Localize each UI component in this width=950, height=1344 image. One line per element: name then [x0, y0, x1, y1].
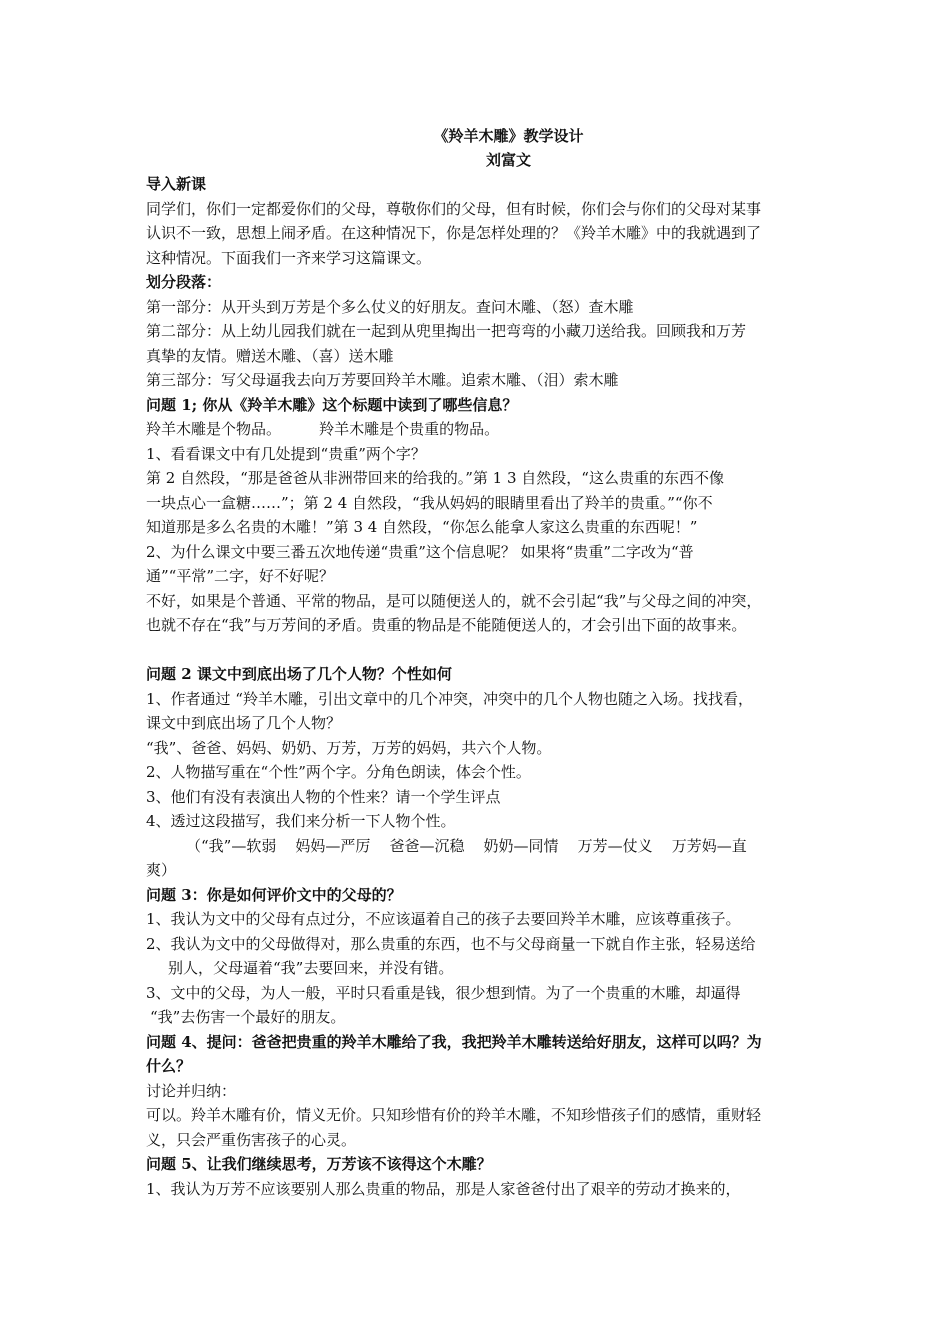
text-line: “我”、爸爸、妈妈、奶奶、万芳，万芳的妈妈，共六个人物。: [146, 738, 552, 757]
text-line: 第二部分：从上幼儿园我们就在一起到从兜里掏出一把弯弯的小藏刀送给我。回顾我和万芳: [146, 322, 747, 340]
blank-line: [146, 638, 821, 663]
section-heading: 什么？: [146, 1057, 192, 1075]
text-line: 爽）: [146, 861, 177, 879]
section-heading: 问题 5、让我们继续思考，万芳该不该得这个木雕？: [146, 1155, 492, 1173]
text-line: 第一部分：从开头到万芳是个多么仗义的好朋友。查问木雕、（怒）查木雕: [146, 297, 634, 316]
text-line: 不好，如果是个普通、平常的物品，是可以随便送人的，就不会引起“我”与父母之间的冲突，: [146, 591, 762, 610]
section-heading: 划分段落：: [146, 273, 222, 291]
text-line: 2、人物描写重在“个性”两个字。分角色朗读，体会个性。: [146, 763, 531, 781]
text-line: 3、他们有没有表演出人物的个性来？请一个学生评点: [146, 787, 501, 806]
text-line: 真挚的友情。赠送木雕、（喜）送木雕: [146, 346, 394, 365]
document-author: 刘富文: [485, 151, 531, 169]
text-line: 羚羊木雕是个物品。 羚羊木雕是个贵重的物品。: [146, 420, 500, 438]
text-line: 1、我认为万芳不应该要别人那么贵重的物品，那是人家爸爸付出了艰辛的劳动才换来的，: [146, 1179, 741, 1198]
text-line: 第 2 自然段，“那是爸爸从非洲带回来的给我的。”第 1 3 自然段，“这么贵重的东西不像: [146, 469, 724, 487]
text-line: 也就不存在“我”与万芳间的矛盾。贵重的物品是不能随便送人的，才会引出下面的故事来。: [146, 616, 747, 634]
text-line: 这种情况。下面我们一齐来学习这篇课文。: [146, 248, 432, 267]
document-body: [146, 124, 821, 1201]
text-line: 第三部分：写父母逼我去向万芳要回羚羊木雕。追索木雕、（泪）索木雕: [146, 371, 619, 389]
text-line: 2、为什么课文中要三番五次地传递“贵重”这个信息呢？ 如果将“贵重”二字改为“普: [146, 542, 694, 561]
text-line: 别人，父母逼着“我”去要回来，并没有错。: [168, 959, 454, 977]
text-line: 讨论并归纳：: [146, 1081, 237, 1100]
text-line: 2、我认为文中的父母做得对，那么贵重的东西，也不与父母商量一下就自作主张，轻易送给: [146, 934, 756, 953]
text-line: （“我”—软弱 妈妈—严厉 爸爸—沉稳 奶奶—同情 万芳—仗义 万芳妈—直: [186, 836, 747, 855]
text-line: 4、透过这段描写，我们来分析一下人物个性。: [146, 812, 456, 830]
text-line: 1、作者通过 “羚羊木雕，引出文章中的几个冲突，冲突中的几个人物也随之入场。找找看，: [146, 689, 753, 708]
text-line: 1、我认为文中的父母有点过分，不应该逼着自己的孩子去要回羚羊木雕，应该尊重孩子。: [146, 910, 741, 928]
section-heading: 问题 3：你是如何评价文中的父母的？: [146, 885, 402, 904]
section-heading: 导入新课: [146, 175, 207, 193]
text-line: 3、文中的父母，为人一般，平时只看重是钱，很少想到情。为了一个贵重的木雕，却逼得: [146, 983, 741, 1002]
text-line: “我”去伤害一个最好的朋友。: [150, 1008, 346, 1026]
section-heading: 问题 1; 你从《羚羊木雕》这个标题中读到了哪些信息？: [146, 395, 518, 414]
text-line: 通”“平常”二字，好不好呢？: [146, 567, 335, 585]
text-line: 1、看看课文中有几处提到“贵重”两个字？: [146, 444, 426, 463]
text-line: 课文中到底出场了几个人物？: [146, 714, 342, 732]
document-lines: [146, 172, 821, 1201]
text-line: 一块点心一盒糖……”；第 2 4 自然段，“我从妈妈的眼睛里看出了羚羊的贵重。”“你不: [146, 493, 713, 512]
text-line: 知道那是多么名贵的木雕！”第 3 4 自然段，“你怎么能拿人家这么贵重的东西呢！”: [146, 518, 698, 536]
section-heading: 问题 2 课文中到底出场了几个人物？个性如何: [146, 665, 452, 683]
text-line: 同学们，你们一定都爱你们的父母，尊敬你们的父母，但有时候，你们会与你们的父母对某事: [146, 199, 762, 218]
text-line: 可以。羚羊木雕有价，情义无价。只知珍惜有价的羚羊木雕，不知珍惜孩子们的感情，重财轻: [146, 1106, 762, 1124]
section-heading: 问题 4、提问：爸爸把贵重的羚羊木雕给了我，我把羚羊木雕转送给好朋友，这样可以吗？为: [146, 1032, 762, 1051]
document-title: 《羚羊木雕》教学设计: [433, 127, 584, 145]
text-line: 认识不一致，思想上闹矛盾。在这种情况下，你是怎样处理的？《羚羊木雕》中的我就遇到了: [146, 224, 762, 242]
text-line: 义，只会严重伤害孩子的心灵。: [146, 1130, 357, 1149]
